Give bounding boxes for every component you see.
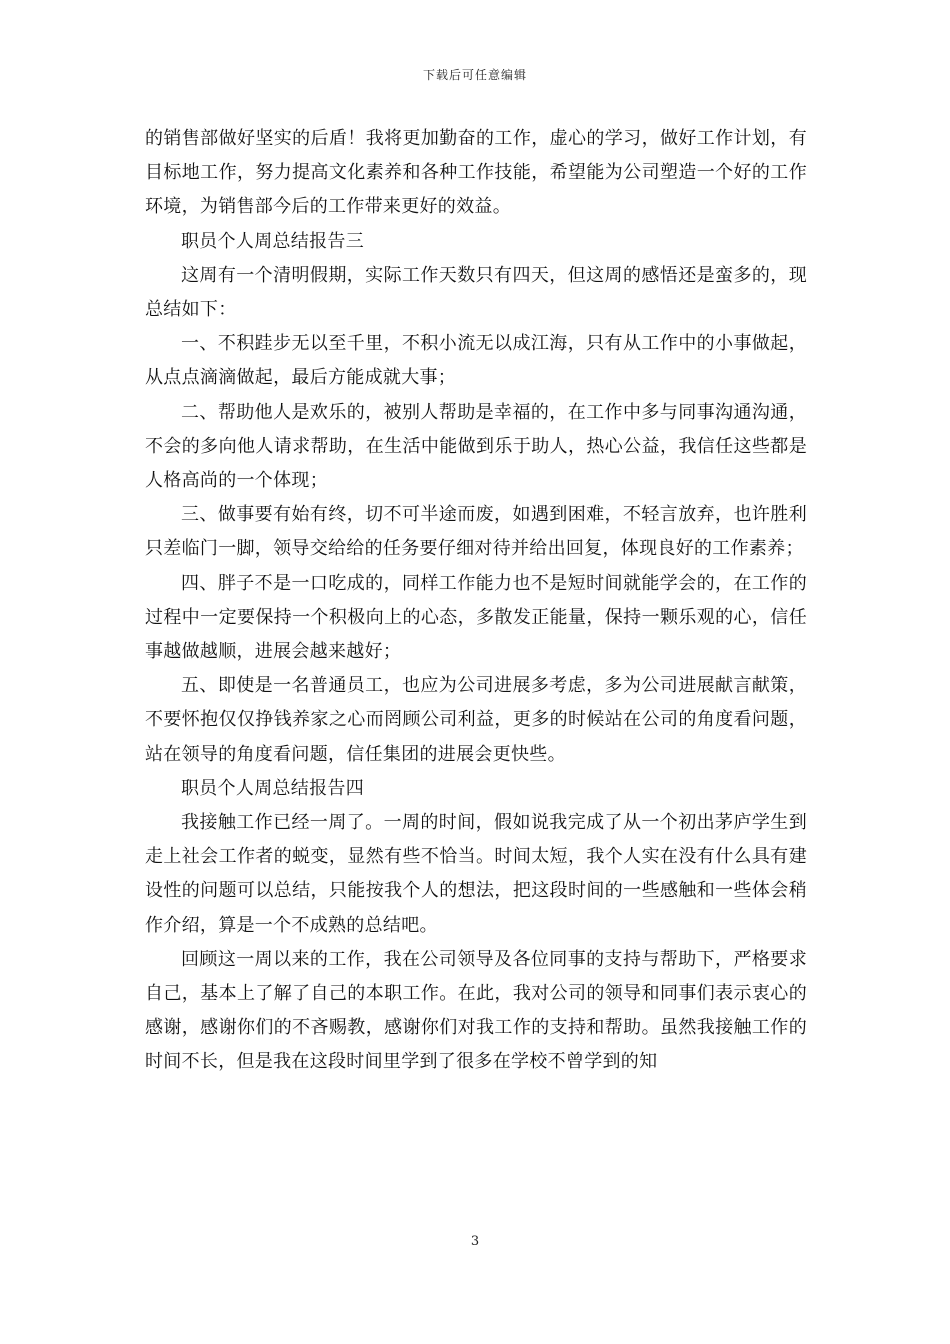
paragraph: 我接触工作已经一周了。一周的时间，假如说我完成了从一个初出茅庐学生到走上社会工作者的蜕变，显然有些不恰当。时间太短，我个人实在没有什么具有建设性的问题可以总结，只能按我个人的想法，把这段时间的一些感触和一些体会稍作介绍，算是一个不成熟的总结吧。 <box>145 812 807 936</box>
paragraph: 一、不积跬步无以至千里，不积小流无以成江海，只有从工作中的小事做起，从点点滴滴做起，最后方能成就大事； <box>145 333 807 389</box>
section-heading-4: 职员个人周总结报告四 <box>181 777 364 799</box>
paragraph: 二、帮助他人是欢乐的，被别人帮助是幸福的，在工作中多与同事沟通沟通，不会的多向他人请求帮助，在生活中能做到乐于助人，热心公益，我信任这些都是人格高尚的一个体现； <box>145 401 807 492</box>
paragraph: 三、做事要有始有终，切不可半途而废，如遇到困难，不轻言放弃，也许胜利只差临门一脚，领导交给给的任务要仔细对待并给出回复，体现良好的工作素养； <box>145 504 807 560</box>
paragraph: 四、胖子不是一口吃成的，同样工作能力也不是短时间就能学会的，在工作的过程中一定要保持一个积极向上的心态，多散发正能量，保持一颗乐观的心，信任事越做越顺，进展会越来越好； <box>145 572 807 663</box>
paragraph: 回顾这一周以来的工作，我在公司领导及各位同事的支持与帮助下，严格要求自己，基本上了解了自己的本职工作。在此，我对公司的领导和同事们表示衷心的感谢，感谢你们的不吝赐教，感谢你们对我工作的支持和帮助。虽然我接触工作的时间不长，但是我在这段时间里学到了很多在学校不曾学到的知 <box>145 948 807 1073</box>
section-heading-3: 职员个人周总结报告三 <box>181 230 364 252</box>
paragraph: 五、即使是一名普通员工，也应为公司进展多考虑，多为公司进展献言献策，不要怀抱仅仅挣钱养家之心而罔顾公司利益，更多的时候站在公司的角度看问题，站在领导的角度看问题，信任集团的进展会更快些。 <box>145 675 807 765</box>
paragraph-continuation: 的销售部做好坚实的后盾！我将更加勤奋的工作，虚心的学习，做好工作计划，有目标地工作，努力提高文化素养和各种工作技能，希望能为公司塑造一个好的工作环境，为销售部今后的工作带来更好的效益。 <box>145 128 807 218</box>
paragraph: 这周有一个清明假期，实际工作天数只有四天，但这周的感悟还是蛮多的，现总结如下： <box>145 264 807 321</box>
page-number: 3 <box>470 1234 480 1249</box>
page-header: 下载后可任意编辑 <box>422 68 527 82</box>
document-body <box>145 122 807 1080</box>
